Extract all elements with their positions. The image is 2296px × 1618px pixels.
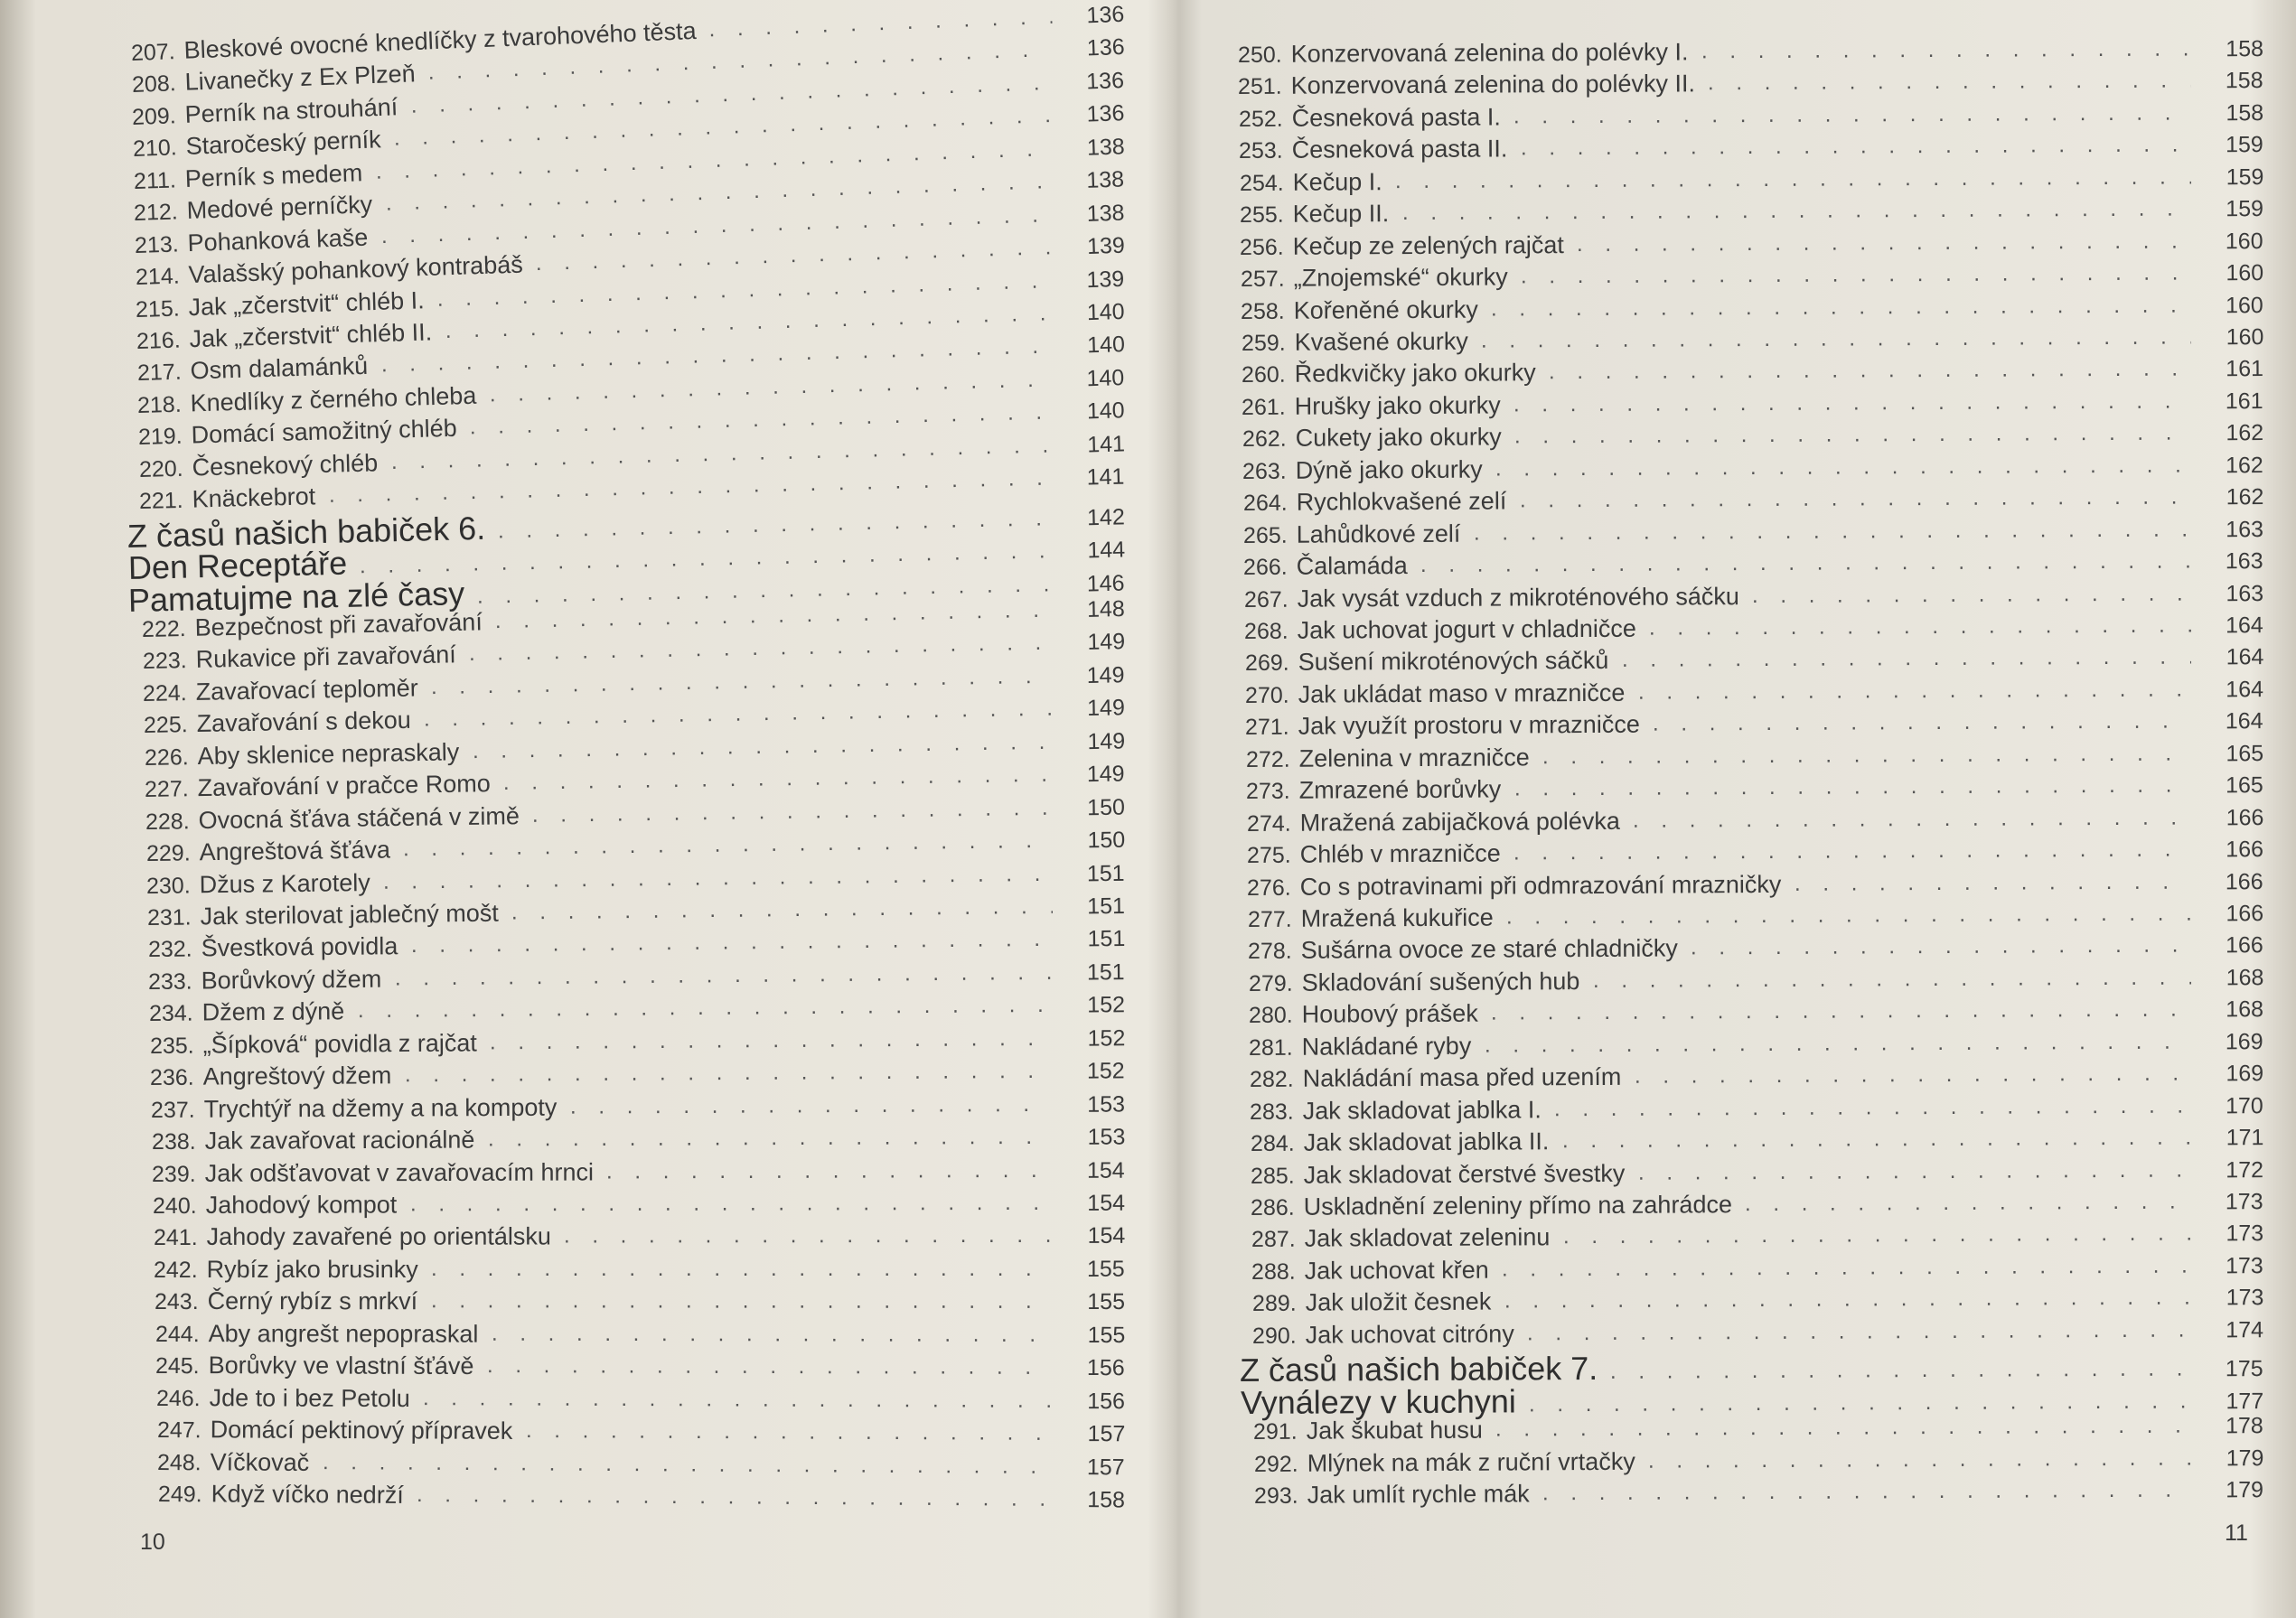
entry-number: 214.	[135, 263, 180, 291]
entry-title: Zmrazené borůvky	[1298, 775, 1502, 804]
entry-number: 219.	[137, 424, 183, 451]
entry-title: Džus z Karotely	[199, 868, 371, 898]
entry-number: 283.	[1250, 1099, 1294, 1125]
entry-title: Aby angrešt nepopraskal	[208, 1319, 479, 1348]
entry-number: 267.	[1243, 586, 1289, 613]
page-ref: 151	[1087, 926, 1126, 952]
page-ref: 171	[2226, 1125, 2264, 1151]
page-ref: 149	[1086, 629, 1126, 656]
entry-number: 217.	[136, 360, 182, 387]
entry-title: Česneková pasta II.	[1291, 135, 1508, 164]
entry-number: 277.	[1247, 906, 1292, 932]
page-ref: 140	[1086, 332, 1125, 359]
entry-title: Kvašené okurky	[1294, 327, 1468, 356]
entry-title: Mražená kukuřice	[1300, 903, 1494, 932]
entry-number: 290.	[1251, 1323, 1297, 1349]
page-ref: 151	[1087, 860, 1126, 886]
entry-title: Valašský pohankový kontrabáš	[187, 250, 523, 289]
page-ref: 136	[1086, 100, 1125, 127]
page-ref: 156	[1087, 1355, 1126, 1381]
page-ref: 162	[2226, 420, 2264, 446]
page-ref: 158	[1087, 1487, 1126, 1513]
entry-number: 257.	[1240, 266, 1285, 293]
page-ref: 156	[1087, 1388, 1126, 1414]
entry-number: 293.	[1253, 1482, 1298, 1509]
entry-number: 254.	[1239, 170, 1284, 196]
page-ref: 150	[1086, 827, 1126, 854]
page-ref: 158	[2226, 99, 2264, 126]
entry-number: 218.	[136, 391, 183, 418]
toc-list-right	[1175, 0, 2296, 1618]
entry-number: 215.	[135, 295, 181, 323]
entry-title: Staročeský perník	[185, 126, 382, 161]
dot-leader	[431, 1251, 1053, 1287]
entry-title: Osm dalamánků	[189, 352, 369, 385]
page-ref: 139	[1086, 232, 1125, 260]
entry-title: Borůvkový džem	[201, 965, 382, 995]
entry-number: 266.	[1243, 554, 1289, 581]
page-ref: 163	[2226, 548, 2264, 575]
page-ref: 162	[2226, 452, 2264, 479]
entry-number: 212.	[133, 199, 179, 227]
dot-leader	[606, 1152, 1053, 1190]
page-number-right: 11	[2225, 1520, 2248, 1546]
page-ref: 149	[1086, 761, 1126, 788]
entry-number: 224.	[143, 679, 188, 706]
entry-title: Víčkovač	[210, 1447, 310, 1476]
page-ref: 154	[1087, 1223, 1125, 1249]
entry-title: Nakládání masa před uzením	[1302, 1063, 1622, 1092]
page-ref: 141	[1086, 463, 1126, 491]
entry-title: Nakládané ryby	[1301, 1032, 1472, 1061]
page-ref: 170	[2226, 1092, 2264, 1119]
entry-title: Jak uchovat křen	[1304, 1256, 1490, 1285]
entry-title: Borůvky ve vlastní šťávě	[208, 1351, 474, 1380]
entry-title: Jak škubat husu	[1306, 1416, 1484, 1445]
page-ref: 166	[2226, 901, 2264, 927]
entry-title: Cukety jako okurky	[1295, 423, 1502, 453]
dot-leader	[564, 1218, 1053, 1255]
entry-number: 271.	[1245, 715, 1290, 741]
entry-title: Mražená zabijačková polévka	[1299, 807, 1620, 837]
page-ref: 173	[2226, 1285, 2264, 1311]
page-ref: 169	[2226, 1061, 2264, 1087]
entry-number: 211.	[133, 167, 176, 194]
entry-number: 269.	[1244, 650, 1289, 677]
entry-number: 251.	[1238, 74, 1283, 100]
entry-title: Černý rybíz s mrkví	[207, 1287, 418, 1315]
entry-title: Co s potravinami při odmrazování mrazničky	[1299, 870, 1782, 901]
dot-leader	[431, 1284, 1053, 1321]
entry-number: 282.	[1249, 1066, 1294, 1093]
entry-title: Jde to i bez Petolu	[209, 1383, 410, 1412]
entry-number: 250.	[1237, 42, 1282, 68]
entry-title: Jak „zčerstvit“ chléb I.	[188, 285, 426, 321]
entry-title: Dýně jako okurky	[1295, 455, 1484, 484]
entry-number: 226.	[144, 744, 189, 771]
entry-title: Když víčko nedrží	[211, 1480, 404, 1509]
entry-title: Rukavice při zavařování	[195, 641, 456, 674]
toc-entry	[158, 1475, 1125, 1518]
page-ref: 155	[1087, 1256, 1125, 1282]
entry-number: 278.	[1248, 939, 1292, 965]
entry-number: 276.	[1247, 874, 1292, 901]
page-ref: 158	[2226, 36, 2264, 62]
page-ref: 146	[1086, 570, 1126, 596]
page-ref: 152	[1087, 1058, 1126, 1084]
page-ref: 153	[1087, 1124, 1126, 1150]
entry-title: Hrušky jako okurky	[1294, 391, 1502, 420]
page-ref: 161	[2226, 356, 2264, 382]
page-ref: 149	[1086, 662, 1126, 688]
entry-number: 275.	[1246, 842, 1291, 869]
entry-number: 235.	[149, 1033, 194, 1059]
page-ref: 157	[1087, 1454, 1126, 1480]
heading-title: Den Receptáře	[127, 544, 348, 587]
entry-number: 265.	[1242, 522, 1288, 548]
heading-title: Z časů našich babiček 6.	[127, 509, 486, 555]
page-ref: 149	[1086, 728, 1126, 754]
entry-number: 225.	[143, 712, 188, 739]
entry-number: 255.	[1239, 201, 1284, 229]
entry-number: 291.	[1253, 1418, 1298, 1445]
page-ref: 149	[1086, 695, 1126, 722]
page-ref: 155	[1087, 1289, 1126, 1315]
page-ref: 163	[2226, 516, 2264, 542]
entry-title: Jak odšťavovat v zavařovacím hrnci	[204, 1158, 595, 1187]
entry-number: 281.	[1249, 1034, 1294, 1061]
entry-number: 231.	[146, 904, 192, 931]
page-ref: 178	[2226, 1413, 2264, 1439]
entry-title: Sušárna ovoce ze staré chladničky	[1300, 934, 1679, 965]
entry-number: 272.	[1245, 746, 1290, 772]
entry-number: 240.	[152, 1192, 197, 1219]
toc-entry	[155, 1283, 1125, 1320]
page-ref: 151	[1087, 893, 1126, 920]
page-ref: 155	[1087, 1322, 1126, 1348]
page-ref: 151	[1087, 959, 1126, 986]
page-ref: 172	[2226, 1156, 2264, 1183]
entry-title: Zavařovací teploměr	[195, 674, 419, 706]
page-ref: 141	[1086, 431, 1125, 458]
entry-number: 207.	[130, 39, 176, 66]
entry-number: 245.	[155, 1353, 201, 1380]
entry-title: Bleskové ovocné knedlíčky z tvarohového těsta	[183, 16, 698, 64]
entry-number: 248.	[157, 1449, 202, 1475]
entry-title: Pohanková kaše	[187, 223, 369, 257]
entry-title: Jak uložit česnek	[1305, 1287, 1491, 1317]
page-ref: 169	[2226, 1028, 2264, 1055]
page-ref: 161	[2226, 388, 2264, 415]
entry-number: 243.	[154, 1289, 199, 1315]
entry-title: „Šípková“ povidla z rajčat	[202, 1029, 477, 1059]
page-ref: 142	[1086, 503, 1126, 530]
page-ref: 158	[2226, 68, 2264, 94]
entry-title: Čalamáda	[1296, 552, 1409, 580]
entry-title: Konzervovaná zelenina do polévky II.	[1290, 70, 1696, 100]
entry-number: 261.	[1242, 394, 1287, 420]
page-ref: 138	[1086, 166, 1125, 194]
page-ref: 160	[2226, 260, 2264, 286]
page-ref: 164	[2226, 613, 2264, 639]
entry-title: Bezpečnost při zavařování	[194, 608, 483, 641]
entry-title: Mlýnek na mák z ruční vrtačky	[1307, 1447, 1635, 1477]
heading-title: Pamatujme na zlé časy	[127, 574, 465, 619]
entry-number: 268.	[1244, 618, 1289, 644]
entry-title: Knedlíky z černého chleba	[190, 381, 477, 417]
entry-title: Jak skladovat čerstvé švestky	[1303, 1159, 1626, 1189]
entry-title: Jak skladovat zeleninu	[1304, 1223, 1551, 1253]
page-ref: 150	[1086, 794, 1126, 820]
entry-title: Trychtýř na džemy a na kompoty	[203, 1093, 558, 1123]
entry-title: Jak využít prostoru v mrazničce	[1298, 711, 1641, 741]
entry-number: 210.	[132, 135, 178, 163]
page-ref: 136	[1085, 1, 1125, 29]
page-ref: 168	[2226, 996, 2264, 1023]
entry-title: Domácí pektinový přípravek	[210, 1416, 513, 1445]
page-ref: 152	[1087, 992, 1126, 1018]
entry-number: 238.	[151, 1128, 196, 1155]
page-ref: 179	[2226, 1477, 2264, 1503]
page-ref: 173	[2226, 1189, 2264, 1215]
page-ref: 148	[1086, 595, 1126, 622]
page-ref: 138	[1086, 134, 1125, 161]
heading-title: Z časů našich babiček 7.	[1240, 1350, 1598, 1389]
entry-title: Ředkvičky jako okurky	[1294, 359, 1536, 388]
entry-number: 285.	[1250, 1163, 1295, 1189]
entry-number: 284.	[1250, 1130, 1295, 1157]
entry-title: Sušení mikroténových sáčků	[1298, 647, 1609, 677]
entry-title: Jak uchovat jogurt v chladničce	[1297, 614, 1637, 644]
page-ref: 166	[2226, 804, 2264, 830]
entry-number: 227.	[145, 776, 190, 803]
entry-number: 216.	[136, 327, 182, 354]
entry-number: 289.	[1251, 1291, 1297, 1317]
page-ref: 164	[2226, 644, 2264, 670]
page-ref: 166	[2226, 932, 2264, 959]
entry-number: 229.	[145, 840, 191, 867]
page-ref: 166	[2226, 868, 2264, 894]
entry-title: Medové perníčky	[186, 191, 373, 225]
entry-number: 259.	[1241, 330, 1286, 356]
page-ref: 160	[2226, 292, 2264, 318]
entry-number: 247.	[156, 1417, 201, 1444]
page-ref: 163	[2226, 580, 2264, 606]
entry-title: Aby sklenice nepraskaly	[197, 738, 460, 770]
page-ref: 136	[1086, 34, 1125, 61]
heading-title: Vynálezy v kuchyni	[1240, 1382, 1516, 1421]
entry-number: 279.	[1248, 970, 1293, 996]
page-ref: 165	[2226, 740, 2264, 767]
page-ref: 165	[2226, 772, 2264, 799]
entry-title: Kečup ze zelených rajčat	[1292, 230, 1565, 260]
entry-title: Ovocná šťáva stáčená v zimě	[198, 801, 520, 834]
entry-number: 230.	[146, 872, 192, 899]
toc-entry	[154, 1218, 1125, 1255]
entry-number: 233.	[148, 968, 193, 995]
entry-title: Česneková pasta I.	[1291, 103, 1501, 132]
entry-number: 232.	[147, 936, 192, 963]
entry-title: Jak vysát vzduch z mikroténového sáčku	[1297, 582, 1739, 613]
entry-number: 263.	[1242, 458, 1287, 484]
page-ref: 168	[2226, 964, 2264, 991]
page-ref: 164	[2226, 708, 2264, 734]
toc-entry	[154, 1251, 1125, 1287]
entry-number: 273.	[1246, 778, 1290, 805]
page-ref: 153	[1087, 1091, 1126, 1118]
entry-number: 213.	[134, 231, 180, 258]
entry-title: Angreštová šťáva	[199, 836, 390, 866]
page-ref: 160	[2226, 324, 2264, 351]
entry-number: 242.	[154, 1257, 199, 1283]
entry-title: Skladování sušených hub	[1301, 967, 1580, 996]
page-ref: 173	[2226, 1253, 2264, 1279]
entry-number: 253.	[1239, 138, 1283, 164]
entry-number: 208.	[131, 70, 176, 98]
page-ref: 152	[1087, 1025, 1126, 1052]
entry-number: 222.	[141, 616, 186, 642]
entry-number: 252.	[1238, 106, 1283, 132]
entry-title: Jak ukládat maso v mrazničce	[1298, 678, 1626, 708]
entry-title: Houbový prášek	[1301, 999, 1478, 1029]
page-ref: 174	[2226, 1316, 2264, 1343]
entry-number: 237.	[150, 1097, 195, 1123]
entry-number: 223.	[142, 648, 187, 675]
entry-number: 292.	[1253, 1451, 1298, 1477]
entry-number: 270.	[1244, 682, 1289, 708]
page-ref: 173	[2226, 1221, 2264, 1247]
page-ref: 138	[1086, 200, 1125, 227]
entry-title: Kečup I.	[1292, 167, 1382, 196]
entry-title: Zavařování s dekou	[196, 706, 412, 738]
entry-number: 249.	[157, 1482, 202, 1508]
page-ref: 162	[2226, 484, 2264, 510]
page-ref: 159	[2226, 164, 2264, 191]
entry-title: Angreštový džem	[202, 1062, 392, 1090]
entry-title: „Znojemské“ okurky	[1293, 263, 1508, 292]
entry-title: Konzervovaná zelenina do polévky I.	[1290, 38, 1689, 68]
entry-title: Jak skladovat jablka II.	[1303, 1127, 1549, 1156]
entry-number: 258.	[1241, 298, 1285, 324]
entry-number: 220.	[138, 455, 183, 482]
entry-number: 287.	[1251, 1227, 1296, 1253]
entry-number: 234.	[148, 1000, 193, 1027]
entry-number: 288.	[1251, 1258, 1296, 1285]
entry-title: Jahodový kompot	[205, 1191, 398, 1219]
entry-title: Livanečky z Ex Plzeň	[183, 60, 416, 97]
dot-leader	[417, 1477, 1053, 1518]
page-ref: 157	[1087, 1421, 1126, 1447]
entry-number: 209.	[131, 103, 177, 130]
entry-title: Jak zavařovat racionálně	[204, 1126, 475, 1155]
entry-number: 264.	[1242, 490, 1288, 517]
entry-title: Jak uchovat citróny	[1305, 1320, 1514, 1349]
entry-number: 221.	[139, 488, 184, 515]
page-ref: 166	[2226, 837, 2264, 863]
dot-leader	[488, 1119, 1053, 1158]
entry-title: Perník na strouhání	[184, 93, 399, 128]
entry-title: Rybíz jako brusinky	[206, 1255, 419, 1283]
page-ref: 154	[1087, 1190, 1126, 1216]
entry-title: Švestková povidla	[201, 932, 398, 962]
entry-title: Uskladnění zeleniny přímo na zahrádce	[1303, 1191, 1733, 1221]
page-ref: 159	[2226, 196, 2264, 222]
entry-number: 286.	[1251, 1194, 1296, 1221]
entry-number: 262.	[1242, 426, 1287, 453]
page-number-left: 10	[140, 1529, 165, 1555]
page-ref: 154	[1087, 1157, 1126, 1183]
entry-title: Česnekový chléb	[191, 449, 379, 482]
page-ref: 179	[2226, 1445, 2264, 1471]
entry-number: 274.	[1246, 810, 1291, 837]
dot-leader	[1542, 1473, 2191, 1512]
entry-title: Jak skladovat jablka I.	[1302, 1095, 1542, 1125]
entry-title: Chléb v mrazničce	[1299, 839, 1501, 868]
page-ref: 140	[1086, 397, 1125, 425]
page-ref: 159	[2226, 132, 2264, 158]
entry-title: Kořeněné okurky	[1293, 295, 1479, 324]
entry-number: 260.	[1241, 362, 1286, 388]
entry-number: 241.	[153, 1225, 198, 1251]
entry-title: Knäckebrot	[192, 482, 316, 513]
entry-title: Jak umlít rychle mák	[1307, 1480, 1530, 1509]
entry-number: 236.	[150, 1064, 195, 1091]
entry-number: 280.	[1248, 1003, 1293, 1029]
page-ref: 164	[2226, 676, 2264, 703]
entry-title: Jak sterilovat jablečný mošt	[200, 899, 499, 931]
entry-title: Zelenina v mrazničce	[1298, 744, 1530, 772]
entry-title: Domácí samožitný chléb	[191, 415, 458, 449]
entry-title: Jahody zavařené po orientálsku	[206, 1222, 551, 1251]
right-page	[1175, 0, 2296, 1618]
entry-title: Jak „zčerstvit“ chléb II.	[189, 318, 433, 353]
entry-title: Zavařování v pračce Romo	[197, 770, 492, 802]
entry-title: Džem z dýně	[201, 997, 345, 1026]
entry-number: 239.	[152, 1161, 197, 1187]
entry-number: 228.	[145, 808, 190, 835]
entry-title: Lahůdkové zelí	[1296, 519, 1461, 548]
entry-number: 256.	[1240, 234, 1285, 260]
entry-title: Perník s medem	[183, 159, 363, 192]
page-ref: 140	[1086, 298, 1125, 326]
toc-entry	[1254, 1472, 2263, 1513]
page-ref: 136	[1086, 67, 1125, 95]
page-ref: 140	[1086, 365, 1125, 392]
page-ref: 144	[1086, 537, 1126, 564]
page-ref: 139	[1086, 266, 1125, 293]
page-ref: 177	[2226, 1388, 2264, 1414]
entry-number: 246.	[155, 1385, 201, 1411]
entry-number: 244.	[155, 1321, 200, 1347]
entry-title: Kečup II.	[1292, 200, 1390, 228]
page-ref: 160	[2226, 228, 2264, 254]
entry-title: Rychlokvašené zelí	[1296, 487, 1506, 516]
page-ref: 175	[2226, 1356, 2264, 1382]
